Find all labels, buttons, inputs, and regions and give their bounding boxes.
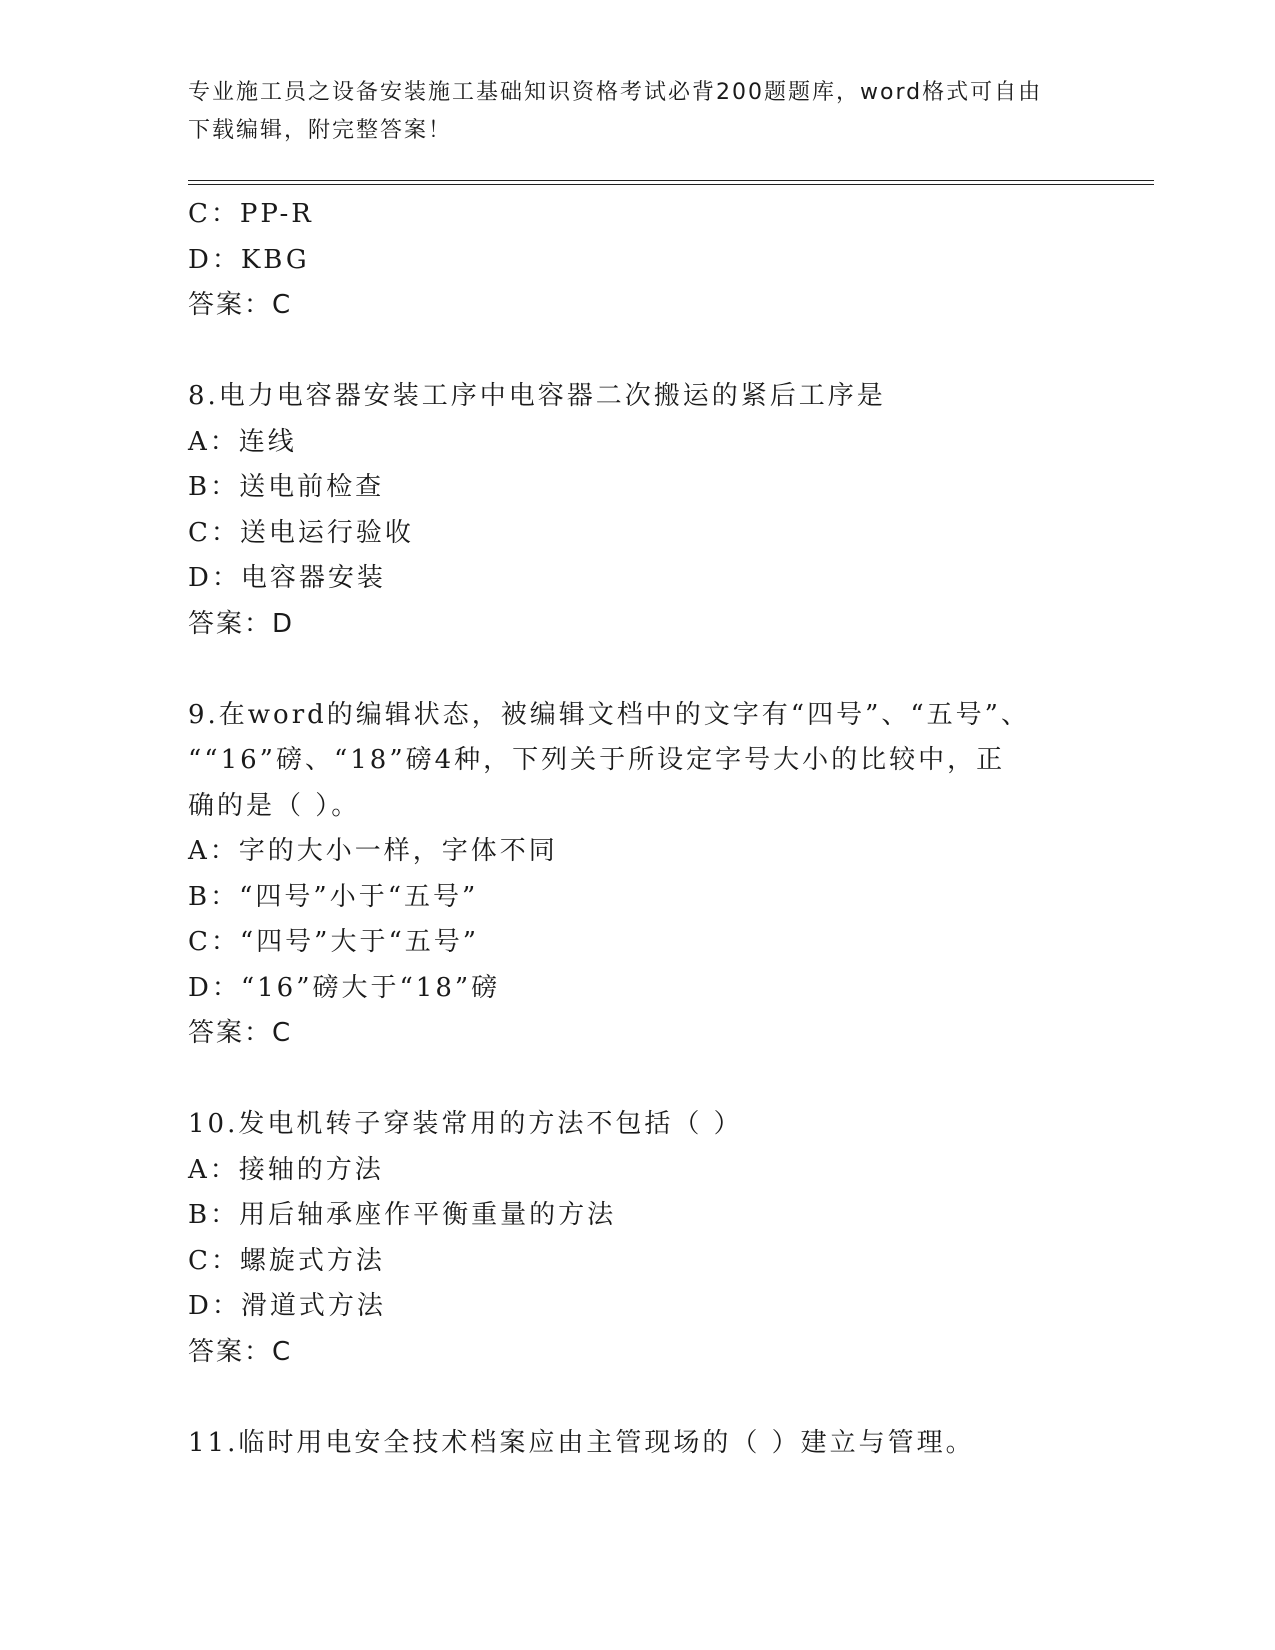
question-8	[188, 374, 1108, 647]
option-a: A：接轴的方法	[188, 1154, 384, 1185]
question-7	[188, 192, 1108, 329]
document-body	[188, 192, 1108, 1466]
question-stem-line-1: 9.在word的编辑状态，被编辑文档中的文字有“四号”、“五号”、	[188, 699, 1030, 730]
answer-label: 答案：C	[188, 1336, 293, 1367]
document-header	[188, 74, 1088, 150]
header-divider-bottom	[188, 184, 1154, 185]
option-c: C：送电运行验收	[188, 517, 414, 548]
header-title-line-1: 专业施工员之设备安装施工基础知识资格考试必背200题题库，word格式可自由	[188, 80, 1043, 105]
spacer	[188, 1057, 1108, 1103]
question-stem: 8.电力电容器安装工序中电容器二次搬运的紧后工序是	[188, 381, 886, 411]
option-a: A：字的大小一样，字体不同	[188, 836, 558, 866]
option-b: B：“四号”小于“五号”	[188, 881, 479, 912]
question-10	[188, 1102, 1108, 1375]
question-stem: 11.临时用电安全技术档案应由主管现场的（ ）建立与管理。	[188, 1427, 975, 1458]
option-c: C：“四号”大于“五号”	[188, 927, 480, 957]
option-d: D：滑道式方法	[188, 1291, 386, 1321]
spacer	[188, 647, 1108, 693]
question-stem-line-2: ““16”磅、“18”磅4种，下列关于所设定字号大小的比较中，正	[188, 745, 1006, 775]
answer-label: 答案：D	[188, 608, 295, 639]
option-c: C：螺旋式方法	[188, 1245, 385, 1276]
option-b: B：送电前检查	[188, 472, 385, 502]
answer-label: 答案：C	[188, 290, 293, 320]
option-b: B：用后轴承座作平衡重量的方法	[188, 1200, 617, 1230]
option-a: A：连线	[188, 426, 297, 457]
option-d: D：KBG	[188, 244, 310, 275]
question-11	[188, 1421, 1108, 1467]
header-title-line-2: 下载编辑，附完整答案！	[188, 118, 453, 143]
spacer	[188, 1375, 1108, 1421]
option-d: D：“16”磅大于“18”磅	[188, 972, 501, 1003]
spacer	[188, 329, 1108, 375]
question-9	[188, 693, 1108, 1057]
header-divider-top	[188, 180, 1154, 181]
question-stem: 10.发电机转子穿装常用的方法不包括（ ）	[188, 1109, 743, 1139]
option-d: D：电容器安装	[188, 563, 386, 593]
option-c: C：PP-R	[188, 199, 314, 229]
question-stem-line-3: 确的是（ ）。	[188, 790, 361, 821]
answer-label: 答案：C	[188, 1018, 293, 1048]
